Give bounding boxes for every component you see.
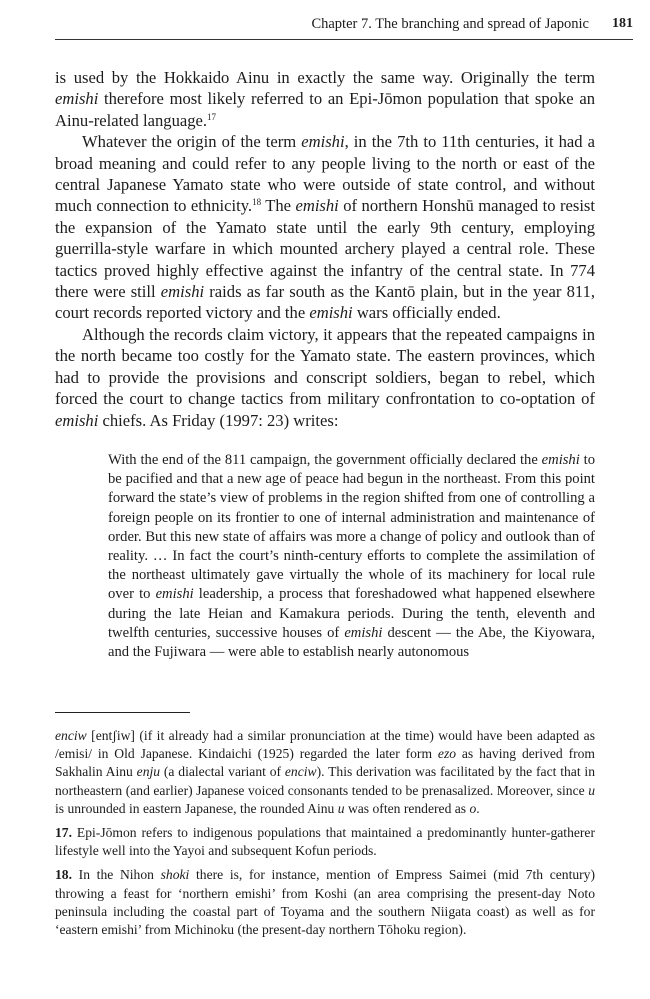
text-run: u — [337, 800, 345, 816]
text-run: ). This derivation was facilitated by the fact that in northeastern (and earlier) Japanese voiced consonants tended to be prenasalized. Moreover, since — [55, 764, 595, 798]
text-run: enju — [136, 764, 161, 780]
text-run: as having derived from Sakhalin Ainu — [55, 746, 595, 780]
text-run: u — [588, 782, 595, 798]
text-run: is used by the Hokkaido Ainu in exactly the same way. Originally the term — [55, 68, 595, 87]
text-run: emishi — [55, 410, 99, 430]
paragraph — [55, 67, 595, 131]
text-run: emishi — [301, 132, 345, 152]
footnote-rule — [55, 712, 190, 713]
text-run: there is, for instance, mention of Empress Saimei (mid 7th century) throwing a feast for ‘northern emishi’ from Koshi (an area comprising the present-day Noto peninsula including the coastal part of Toyama and the southern Niigata coast) as well as for ‘eastern emishi’ from Michinoku (the present-day northern Tōhoku region). — [55, 867, 595, 938]
running-header — [55, 12, 633, 40]
text-run: is unrounded in eastern Japanese, the rounded Ainu — [55, 800, 338, 816]
page-number: 181 — [612, 16, 633, 31]
footnote-number: 18. — [55, 867, 72, 883]
text-run: leadership, a process that foreshadowed what happened elsewhere during the late Heian and Kamakura periods. During the tenth, eleventh and twelfth centuries, successive houses of — [108, 586, 595, 641]
text-run: emishi — [155, 586, 194, 603]
text-run: , in the 7th to 11th centuries, it had a broad meaning and could refer to any people living to the north or east of the central Japanese Yamato state who were outside of state control, and without much connection to ethnicity. — [55, 132, 595, 216]
main-text — [55, 67, 595, 431]
text-run: [entʃiw] (if it already had a similar pronunciation at the time) would have been adapted as /emisi/ in Old Japanese. Kindaichi (1925) regarded the later form — [55, 728, 595, 762]
text-run: to be pacified and that a new age of peace had begun in the northeast. From this point forward the state’s view of problems in the region shifted from one of controlling a foreign people on its frontier to one of internal administration and maintenance of order. But this new state of affairs was more a change of policy and outlook than of reality. … In fact the court’s ninth-century efforts to complete the assimilation of the northeast ultimately gave virtually the whole of its machinery for local rule over to — [108, 452, 596, 603]
text-run: emishi — [295, 196, 339, 216]
text-run: . — [476, 800, 480, 816]
text-run: emishi — [309, 303, 353, 323]
text-run: enciw — [55, 728, 87, 743]
text-run: emishi — [160, 282, 205, 302]
text-run: emishi — [541, 452, 580, 468]
text-run: The — [261, 196, 296, 216]
text-run: Whatever the origin of the term — [82, 132, 302, 152]
text-run: emishi — [55, 89, 99, 109]
text-run: (a dialectal variant of — [160, 764, 285, 780]
block-quote — [108, 451, 595, 662]
footnote-number: 17. — [55, 825, 72, 841]
text-run: Although the records claim victory, it appears that the repeated campaigns in the north became too costly for the Yamato state. The eastern provinces, which had to provide the provisions and conscript soldiers, began to rebel, which forced the court to change tactics from military confrontation to co-optation of — [55, 324, 595, 409]
footnote-continuation — [55, 727, 595, 818]
text-run: emishi — [344, 624, 383, 641]
text-run: enciw — [284, 764, 317, 780]
text-run: therefore most likely referred to an Epi-Jōmon population that spoke an Ainu-related language. — [55, 89, 595, 130]
text-run: descent — the Abe, the Kiyowara, and the Fujiwara — were able to establish nearly autonomous — [108, 624, 596, 661]
paragraph — [55, 324, 595, 431]
chapter-title: Chapter 7. The branching and spread of Japonic — [311, 16, 589, 32]
footnote-ref[interactable]: 17 — [207, 111, 217, 122]
footnotes — [55, 727, 595, 945]
text-run: wars officially ended. — [352, 303, 501, 323]
footnote-ref[interactable]: 18 — [252, 197, 262, 208]
text-run: was often rendered as — [344, 800, 470, 816]
text-run: Epi-Jōmon refers to indigenous populations that maintained a predominantly hunter-gatherer lifestyle well into the Yayoi and subsequent Kofun periods. — [55, 825, 595, 859]
footnote-17 — [55, 824, 595, 860]
text-run: raids as far south as the Kantō plain, but in the year 811, court records reported victory and the — [55, 282, 596, 323]
text-run: ezo — [437, 746, 457, 762]
text-run: In the Nihon — [72, 867, 161, 883]
footnote-18 — [55, 866, 595, 939]
text-run: chiefs. As Friday (1997: 23) writes: — [98, 410, 339, 430]
text-run: shoki — [160, 867, 190, 883]
text-run: o — [469, 800, 477, 816]
paragraph — [55, 131, 595, 324]
text-run: of northern Honshū managed to resist the expansion of the Yamato state until the early 9th century, employing guerrilla-style warfare in which mounted archery played a central role. These tactics proved highly effective against the infantry of the central state. In 774 there were still — [55, 196, 595, 302]
text-run: With the end of the 811 campaign, the government officially declared the — [108, 452, 542, 468]
